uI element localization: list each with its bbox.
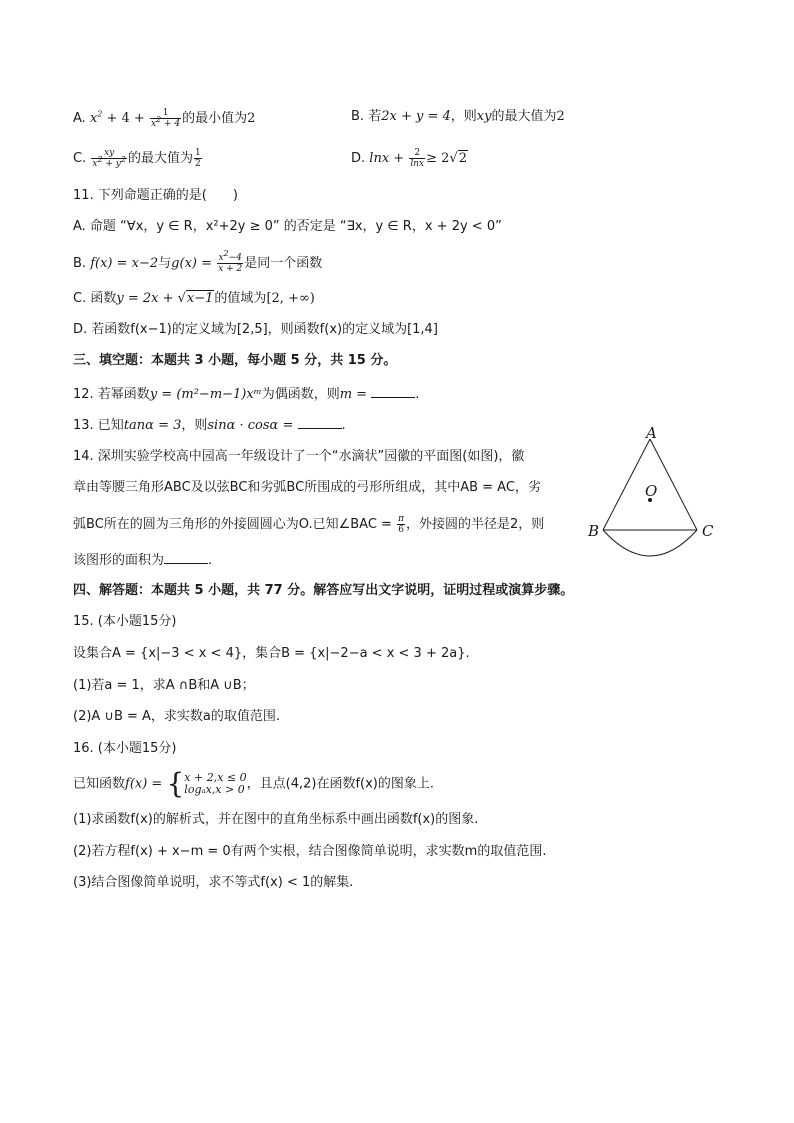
q12: 12. 若幂函数y = (m²−m−1)xᵐ为偶函数，则m = .	[73, 387, 420, 402]
q15-stem: 设集合A = {x|−3 < x < 4}，集合B = {x|−2−a < x < 3 + 2a}.	[73, 646, 470, 661]
label-c: C	[702, 522, 714, 540]
arc-bc	[603, 530, 697, 556]
math-x-squared: $x^2$	[89, 109, 103, 126]
fraction: $\frac{xy}{x^2 + y^2}$	[92, 148, 126, 169]
q16-part-2: (2)若方程f(x) + x−m = 0有两个实根，结合图像简单说明，求实数m的取值范围.	[73, 844, 547, 859]
fraction: $\frac{2}{\ln x}$	[410, 148, 425, 169]
label-b: B	[588, 522, 600, 540]
fraction: $\frac{x^2-4}{x + 2}$	[218, 249, 243, 274]
q10-option-d: D. lnx + $\frac{2}{\ln x}$ ≥ 2√2	[351, 148, 467, 169]
q14-line-2: 章由等腰三角形ABC及以弦BC和劣弧BC所围成的弓形所组成，其中AB = AC，劣	[73, 480, 541, 495]
q11-option-c: C. 函数y = 2x + √x−1的值域为[2, +∞)	[73, 291, 315, 306]
q15-header: 15. (本小题15分)	[73, 614, 177, 629]
fraction: $\frac{1}{x^2 + 4}$	[150, 108, 181, 129]
q11-option-b: B. f(x) = x−2与g(x) = $\frac{x^2-4}{x + 2}$ 是同一个函数	[73, 249, 323, 274]
q15-part-2: (2)A ∪B = A，求实数a的取值范围.	[73, 709, 281, 724]
fraction-half: $\frac{1}{2}$	[195, 148, 201, 169]
q14-line-3: 弧BC所在的圆为三角形的外接圆圆心为O.已知∠BAC = $\frac{\pi}{6}$ ，外接圆的半径是2，则	[73, 514, 545, 535]
q15-part-1: (1)若a = 1，求A ∩B和A ∪B；	[73, 678, 255, 693]
piecewise-function: { x + 2,x ≤ 0 logₐx,x > 0	[166, 767, 247, 800]
section-3-heading: 三、填空题：本题共 3 小题，每小题 5 分，共 15 分。	[73, 353, 397, 368]
q10-option-a: A. $x^2 + 4$ + $\frac{1}{x^2 + 4}$ 的最小值为2	[73, 108, 256, 129]
label-a: A	[646, 424, 657, 442]
emblem-figure	[583, 424, 723, 574]
q14-line-4: 该图形的面积为 .	[73, 553, 213, 568]
answer-blank	[164, 551, 208, 564]
q16-header: 16. (本小题15分)	[73, 741, 177, 756]
q10-option-b: B. 若2x + y = 4，则xy的最大值为2	[351, 109, 565, 124]
answer-blank	[298, 416, 342, 429]
q11-option-d: D. 若函数f(x−1)的定义域为[2,5]，则函数f(x)的定义域为[1,4]	[73, 322, 438, 337]
side-ab	[603, 439, 650, 530]
q13: 13. 已知tanα = 3，则sinα · cosα = .	[73, 418, 346, 433]
label-o: O	[645, 482, 658, 500]
q14-line-1: 14. 深圳实验学校高中园高一年级设计了一个“水滴状”园徽的平面图(如图)，徽	[73, 449, 525, 464]
q10-option-c: C. $\frac{xy}{x^2 + y^2}$ 的最大值为 $\frac{1}{2}$	[73, 148, 201, 169]
q16-part-3: (3)结合图像简单说明，求不等式f(x) < 1的解集.	[73, 875, 354, 890]
q16-stem: 已知函数f(x) = { x + 2,x ≤ 0 logₐx,x > 0 ，且点(4,2)在函数f(x)的图象上.	[73, 767, 434, 800]
answer-blank	[371, 385, 415, 398]
q16-part-1: (1)求函数f(x)的解析式，并在图中的直角坐标系中画出函数f(x)的图象.	[73, 812, 479, 827]
fraction-pi-over-6: $\frac{\pi}{6}$	[398, 514, 405, 535]
q11-option-a: A. 命题 “∀x，y ∈ R，x²+2y ≥ 0” 的否定是 “∃x，y ∈ R，x + 2y < 0”	[73, 219, 502, 234]
q11-stem: 11. 下列命题正确的是( )	[73, 188, 238, 203]
section-4-heading: 四、解答题：本题共 5 小题，共 77 分。解答应写出文字说明，证明过程或演算步骤。	[73, 583, 574, 598]
